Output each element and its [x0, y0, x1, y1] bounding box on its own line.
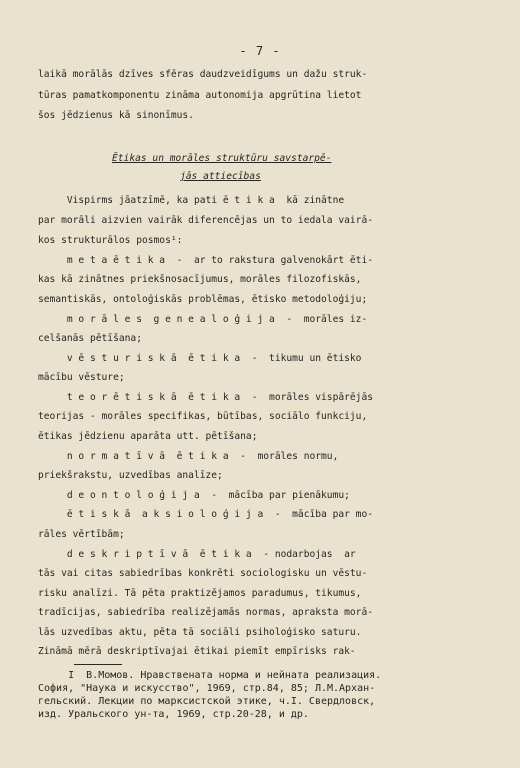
body-line: m o r ā l e s g e n e a l o ģ i j a - morāles iz-: [38, 314, 368, 325]
body-line: par morāli aizvien vairāk diferencējas un to iedala vairā-: [38, 215, 374, 226]
section-heading-line: Ētikas un morāles struktūru savstarpē-: [112, 153, 332, 164]
body-line: v ē s t u r i s k ā ē t i k a - tikumu un ētisko: [38, 353, 362, 364]
body-line: Zināmā mērā deskriptīvajai ētikai piemīt empīrisks rak-: [38, 646, 356, 657]
intro-line: laikā morālās dzīves sfēras daudzveidīgums un dažu struk-: [38, 69, 368, 80]
body-line: d e s k r i p t ī v ā ē t i k a - nodarbojas ar: [38, 549, 356, 560]
body-line: risku analīzi. Tā pēta praktizējamos paradumus, tikumus,: [38, 588, 362, 599]
footnote-line: I В.Момов. Нравствената норма и нейната реализация.: [38, 670, 382, 681]
body-line: ē t i s k ā a k s i o l o ģ i j a - mācība par mo-: [38, 509, 374, 520]
body-line: priekšrakstu, uzvedības analīze;: [38, 470, 223, 481]
footnote-line: гельский. Лекции по марксистской этике, ч.I. Свердловск,: [38, 696, 376, 707]
body-line: n o r m a t ī v ā ē t i k a - morāles normu,: [38, 451, 339, 462]
body-line: kos strukturālos posmos¹:: [38, 235, 183, 246]
body-line: kas kā zinātnes priekšnosacījumus, morāles filozofiskās,: [38, 274, 362, 285]
footnote-line: София, "Наука и искусство", 1969, стр.84, 85; Л.М.Архан-: [38, 683, 376, 694]
body-line: tradīcijas, sabiedrība realizējamās normas, apraksta morā-: [38, 607, 374, 618]
section-heading-line: jās attiecības: [180, 171, 261, 182]
body-line: teorijas - morāles specifikas, būtības, sociālo funkciju,: [38, 411, 368, 422]
body-line: ētikas jēdzienu aparāta utt. pētīšana;: [38, 431, 258, 442]
body-line: lās uzvedības aktu, pēta tā sociāli psiholoģisko saturu.: [38, 627, 362, 638]
intro-line: šos jēdzienus kā sinonīmus.: [38, 110, 194, 121]
body-line: semantiskās, ontoloģiskās problēmas, ētisko metodoloģiju;: [38, 294, 368, 305]
footnote-line: изд. Уральского ун-та, 1969, стр.20-28, и др.: [38, 709, 309, 720]
body-line: mācību vēsture;: [38, 372, 125, 383]
intro-line: tūras pamatkomponentu zināma autonomija apgrūtina lietot: [38, 90, 362, 101]
page-number: - 7 -: [239, 44, 281, 58]
body-line: d e o n t o l o ģ i j a - mācība par pienākumu;: [38, 490, 350, 501]
body-line: celšanās pētīšana;: [38, 333, 142, 344]
body-line: m e t a ē t i k a - ar to rakstura galvenokārt ēti-: [38, 255, 374, 266]
footnote-rule: [74, 664, 122, 665]
body-line: tās vai citas sabiedrības konkrēti sociologisku un vēstu-: [38, 568, 368, 579]
body-line: t e o r ē t i s k ā ē t i k a - morāles vispārējās: [38, 392, 374, 403]
body-line: Vispirms jāatzīmē, ka pati ē t i k a kā zinātne: [38, 195, 345, 206]
body-line: rāles vērtībām;: [38, 529, 125, 540]
